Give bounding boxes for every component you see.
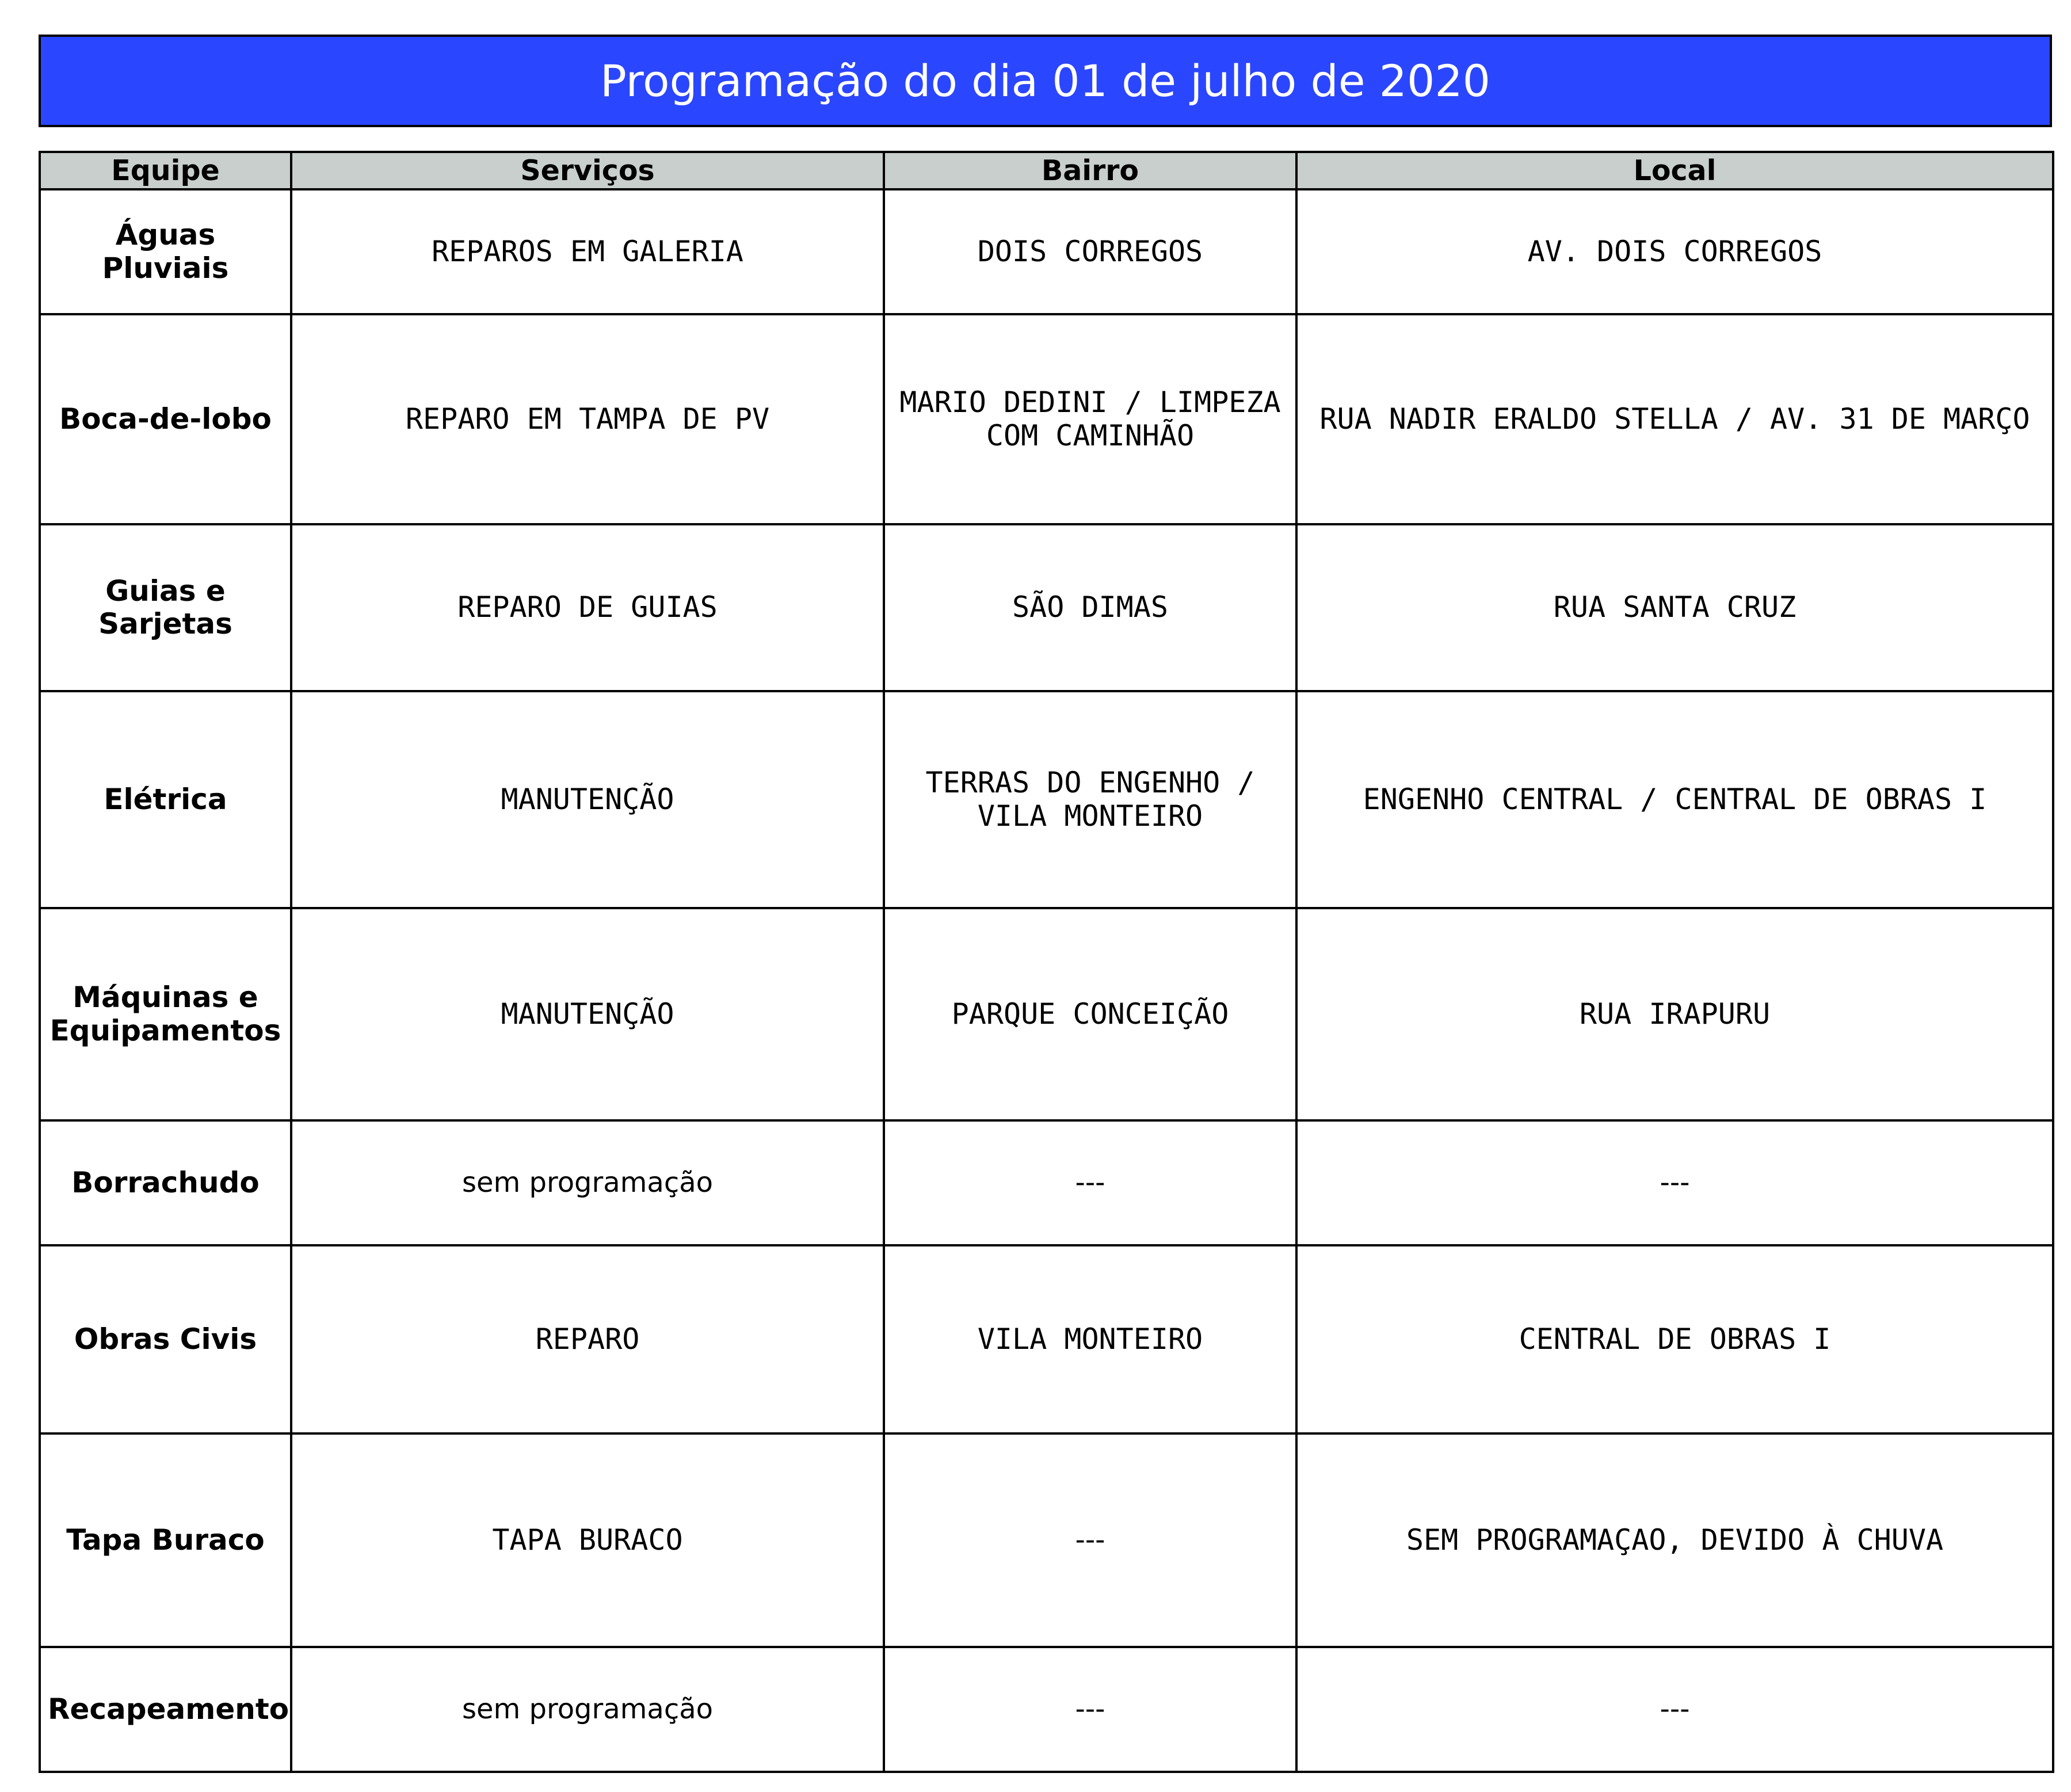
- table-body: [40, 189, 2053, 1772]
- table-row: [40, 1433, 2053, 1647]
- neighborhood-cell: MARIO DEDINI / LIMPEZA COM CAMINHÃO: [884, 314, 1296, 524]
- team-cell: Obras Civis: [40, 1245, 291, 1433]
- location-cell: SEM PROGRAMAÇAO, DEVIDO À CHUVA: [1296, 1433, 2053, 1647]
- page-title: [39, 35, 2052, 127]
- service-cell: MANUTENÇÃO: [291, 691, 884, 908]
- neighborhood-cell: VILA MONTEIRO: [884, 1245, 1296, 1433]
- table-row: [40, 314, 2053, 524]
- table-row: [40, 908, 2053, 1120]
- team-cell: Guias e Sarjetas: [40, 524, 291, 691]
- team-cell: Boca-de-lobo: [40, 314, 291, 524]
- service-cell: REPAROS EM GALERIA: [291, 189, 884, 314]
- table-row: [40, 691, 2053, 908]
- neighborhood-cell: DOIS CORREGOS: [884, 189, 1296, 314]
- table-row: [40, 1120, 2053, 1245]
- column-header-bairro: Bairro: [884, 152, 1296, 189]
- service-cell: REPARO DE GUIAS: [291, 524, 884, 691]
- neighborhood-cell: ---: [884, 1433, 1296, 1647]
- column-header-servicos: Serviços: [291, 152, 884, 189]
- location-cell: ---: [1296, 1647, 2053, 1772]
- team-cell: Recapeamento: [40, 1647, 291, 1772]
- team-cell: Águas Pluviais: [40, 189, 291, 314]
- location-cell: RUA IRAPURU: [1296, 908, 2053, 1120]
- neighborhood-cell: ---: [884, 1120, 1296, 1245]
- table-row: [40, 189, 2053, 314]
- location-cell: ENGENHO CENTRAL / CENTRAL DE OBRAS I: [1296, 691, 2053, 908]
- team-cell: Elétrica: [40, 691, 291, 908]
- column-header-equipe: Equipe: [40, 152, 291, 189]
- team-cell: Borrachudo: [40, 1120, 291, 1245]
- table-row: [40, 1245, 2053, 1433]
- table-row: [40, 524, 2053, 691]
- table-row: [40, 1647, 2053, 1772]
- location-cell: RUA NADIR ERALDO STELLA / AV. 31 DE MARÇO: [1296, 314, 2053, 524]
- column-header-local: Local: [1296, 152, 2053, 189]
- team-cell: Tapa Buraco: [40, 1433, 291, 1647]
- location-cell: CENTRAL DE OBRAS I: [1296, 1245, 2053, 1433]
- location-cell: AV. DOIS CORREGOS: [1296, 189, 2053, 314]
- table-header: [40, 152, 2053, 189]
- service-cell: sem programação: [291, 1120, 884, 1245]
- header-row: [40, 152, 2053, 189]
- service-cell: REPARO EM TAMPA DE PV: [291, 314, 884, 524]
- neighborhood-cell: ---: [884, 1647, 1296, 1772]
- service-cell: TAPA BURACO: [291, 1433, 884, 1647]
- team-cell: Máquinas e Equipamentos: [40, 908, 291, 1120]
- service-cell: MANUTENÇÃO: [291, 908, 884, 1120]
- location-cell: ---: [1296, 1120, 2053, 1245]
- page-title-text: Programação do dia 01 de julho de 2020: [600, 55, 1491, 106]
- neighborhood-cell: TERRAS DO ENGENHO / VILA MONTEIRO: [884, 691, 1296, 908]
- service-cell: REPARO: [291, 1245, 884, 1433]
- service-cell: sem programação: [291, 1647, 884, 1772]
- location-cell: RUA SANTA CRUZ: [1296, 524, 2053, 691]
- schedule-table: [39, 151, 2054, 1773]
- neighborhood-cell: PARQUE CONCEIÇÃO: [884, 908, 1296, 1120]
- neighborhood-cell: SÃO DIMAS: [884, 524, 1296, 691]
